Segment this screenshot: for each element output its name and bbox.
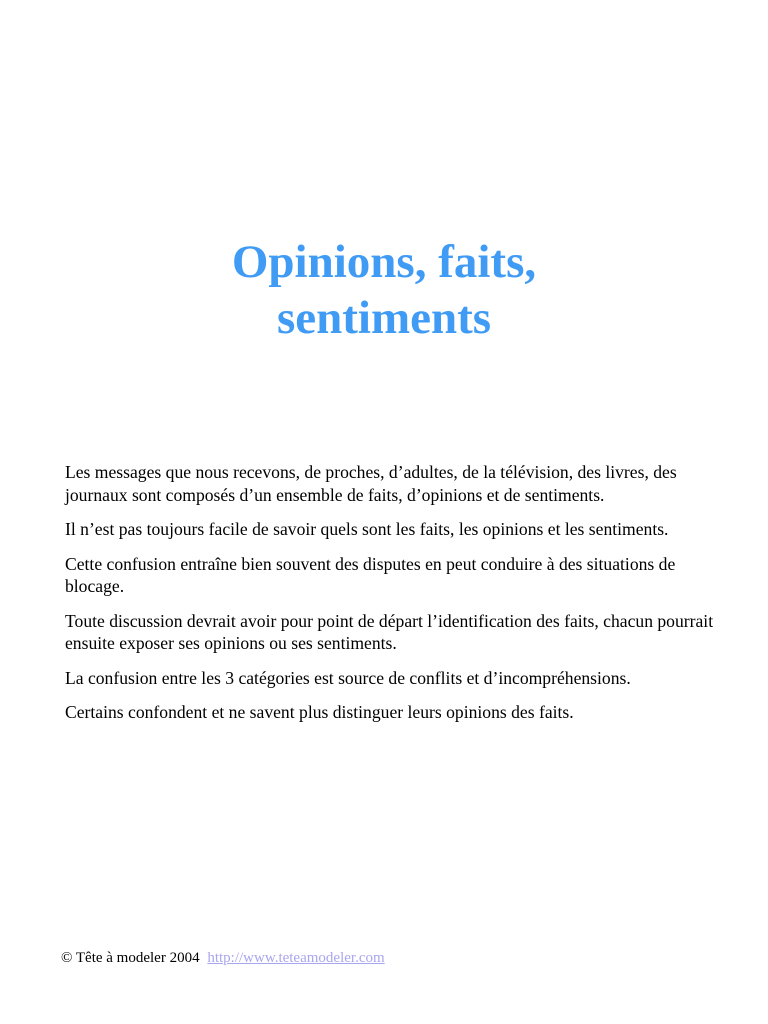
body-text (65, 461, 715, 736)
paragraph: Il n’est pas toujours facile de savoir quels sont les faits, les opinions et les sentiments. (65, 519, 669, 539)
paragraph: Cette confusion entraîne bien souvent des disputes en peut conduire à des situations de blocage. (65, 553, 676, 596)
paragraph: La confusion entre les 3 catégories est source de conflits et d’incompréhensions. (65, 667, 631, 688)
paragraph: Certains confondent et ne savent plus distinguer leurs opinions des faits. (65, 702, 574, 722)
paragraph: Toute discussion devrait avoir pour point de départ l’identification des faits, chacun pourrait ensuite exposer ses opinions ou ses sentiments. (65, 610, 714, 653)
paragraph: Les messages que nous recevons, de proches, d’adultes, de la télévision, des livres, des journaux sont composés d’un ensemble de faits, d’opinions et de sentiments. (65, 462, 677, 505)
page-title-line-1: Opinions, faits, (231, 236, 537, 288)
copyright-text: © Tête à modeler 2004 (61, 950, 200, 966)
page-title (0, 234, 768, 346)
footer (61, 949, 385, 967)
website-link[interactable]: http://www.teteamodeler.com (207, 950, 385, 966)
page-title-line-2: sentiments (276, 292, 492, 344)
